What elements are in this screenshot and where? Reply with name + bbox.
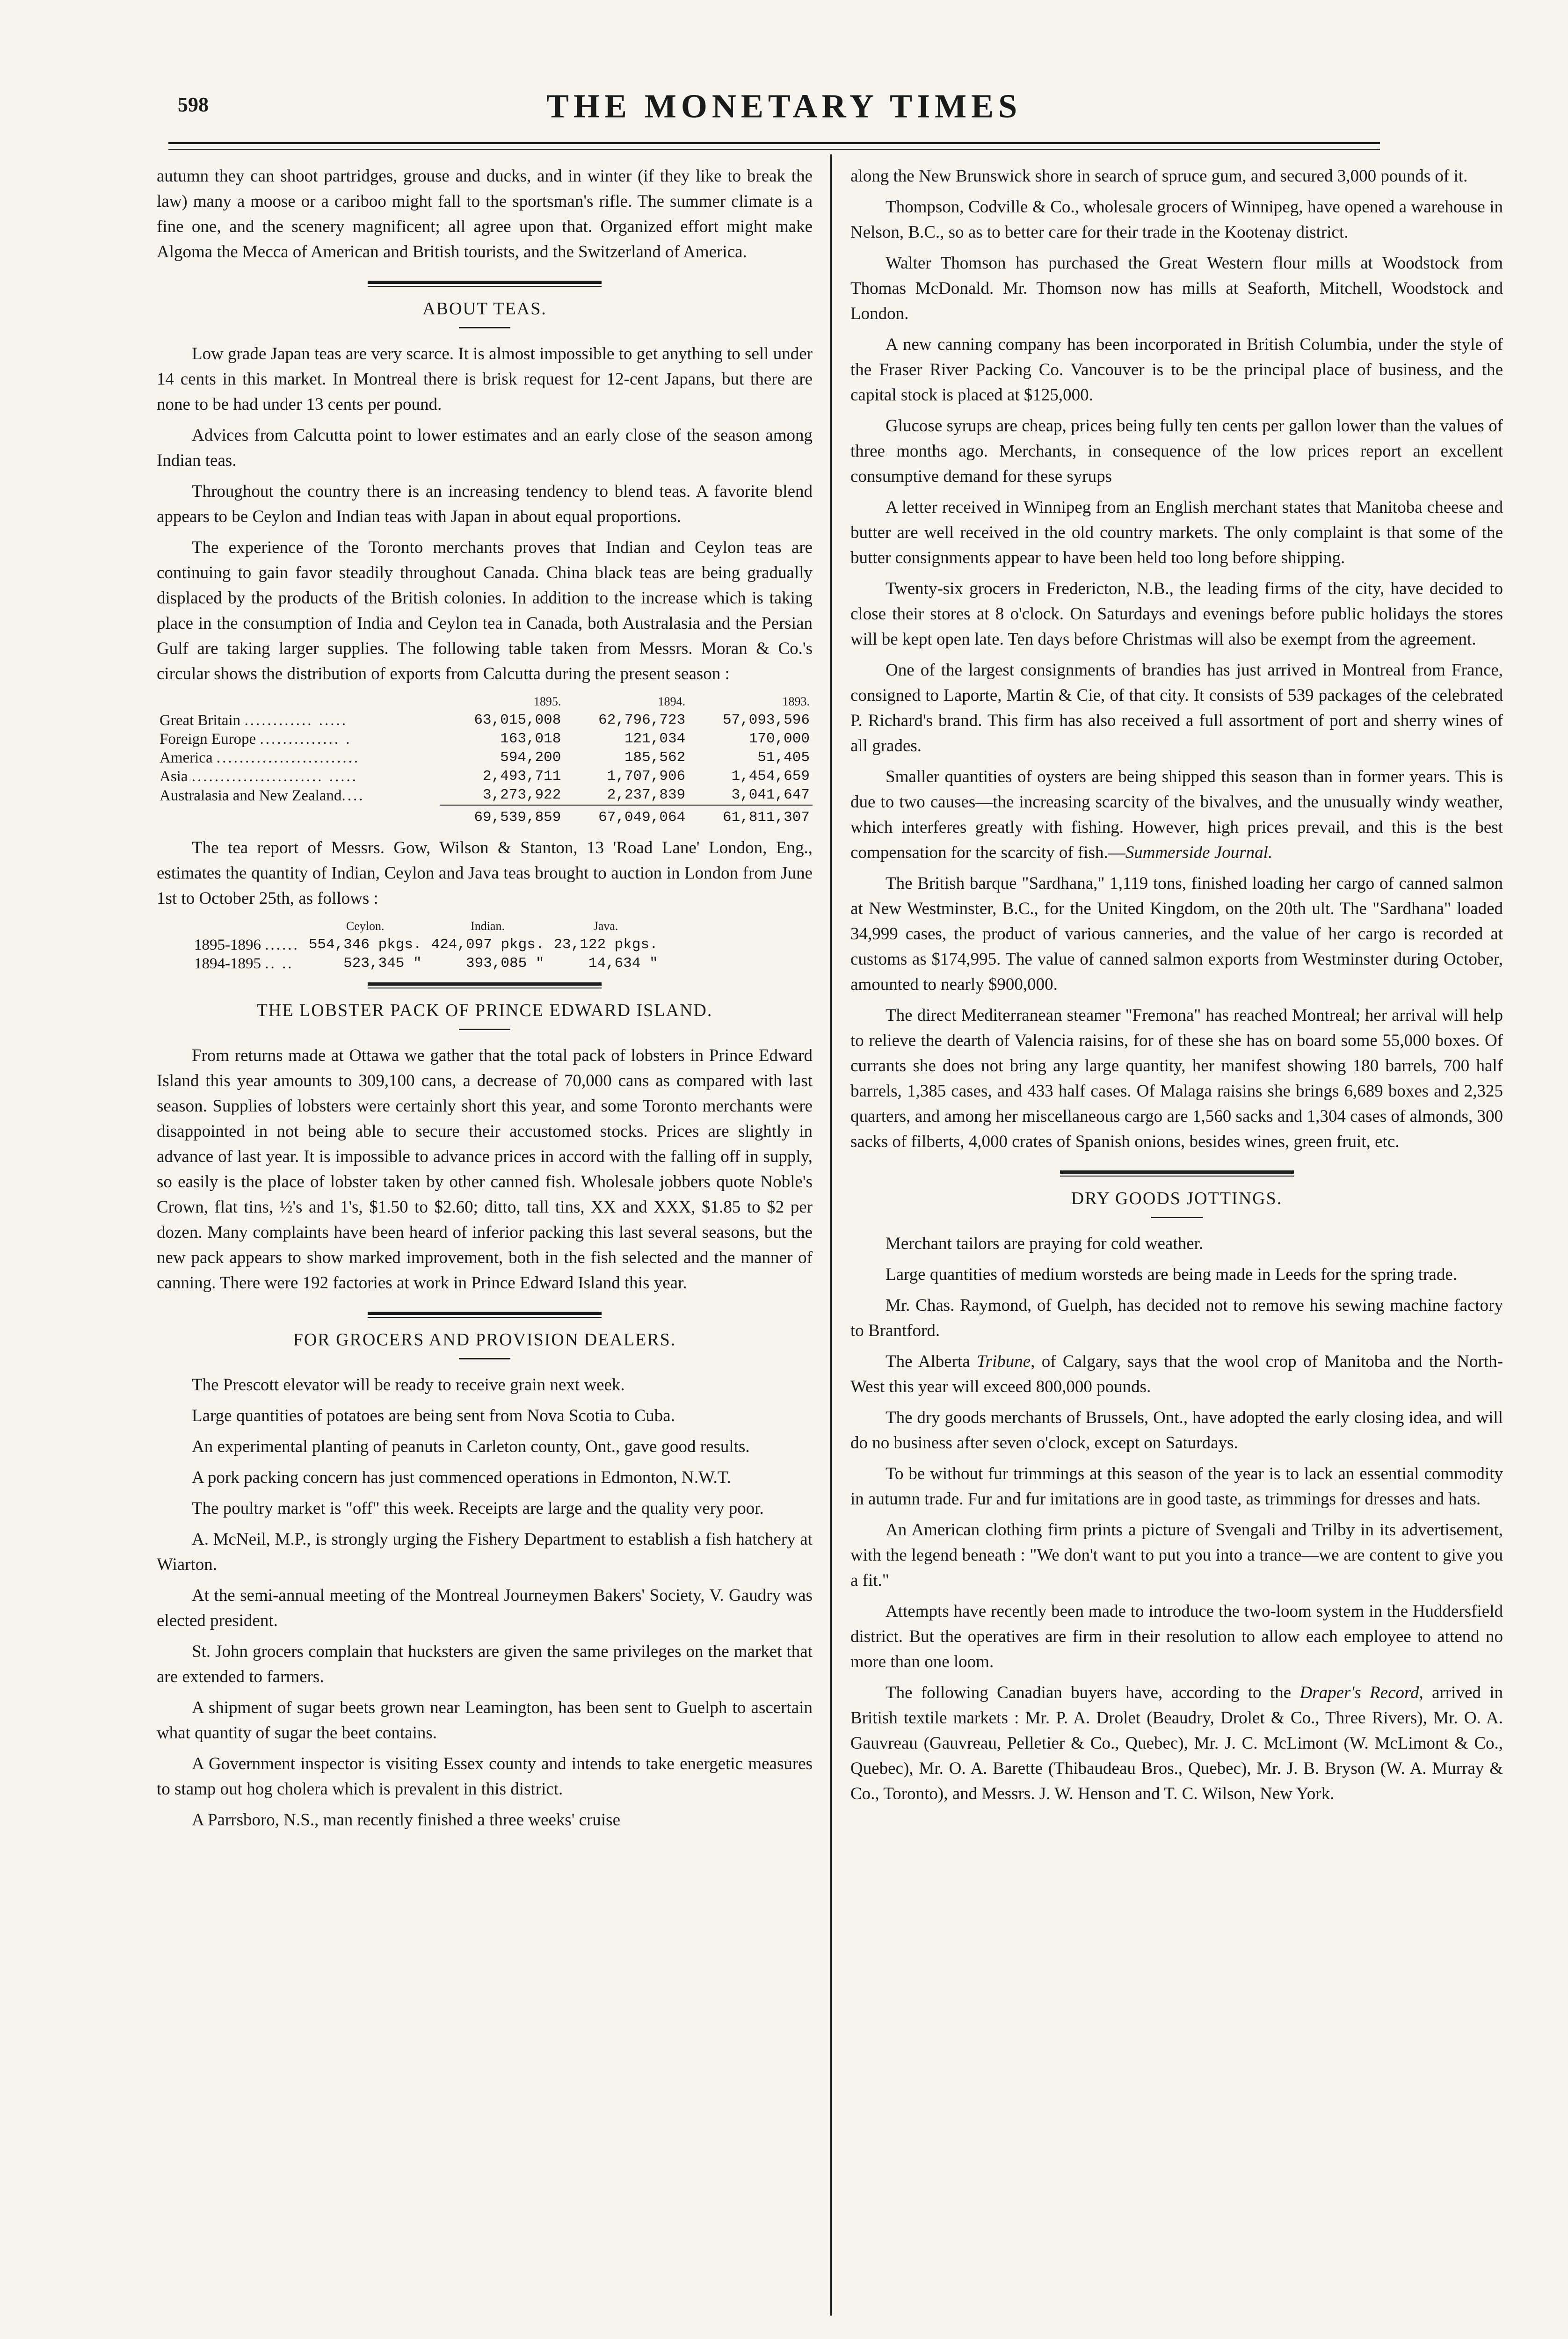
teas-section-heading [157,281,813,328]
year-header: 1895. [533,695,561,708]
table-header-row [189,917,663,936]
news-item: Mr. Chas. Raymond, of Guelph, has decided not to remove his sewing machine factory to Brantford. [850,1296,1503,1340]
dot-leader: .. .. [265,955,294,972]
year-header: 1893. [782,695,810,708]
table-cell: 594,200 [500,749,561,766]
table-cell: 163,018 [500,731,561,747]
news-item: A letter received in Winnipeg from an English merchant states that Manitoba cheese and butter are well received in the old country markets. The only complaint is that some of the butter consignments appear to have been held too long before shipping. [850,498,1503,567]
dot-leader: ...... [265,937,299,953]
dry-goods-heading: DRY GOODS JOTTINGS. [1071,1189,1283,1208]
heading-rule-thin [1060,1176,1294,1177]
teas-paragraph: Low grade Japan teas are very scarce. It is almost impossible to get anything to sell under 14 cents in this market. In Montreal there is brisk request for 12-cent Japans, but there are none to be had under 13 cents per pound. [157,344,813,414]
publication-name: Draper's Record [1299,1683,1419,1702]
news-item: Large quantities of medium worsteds are being made in Leeds for the spring trade. [886,1265,1457,1284]
table-cell: 121,034 [624,731,686,747]
heading-short-rule [1151,1217,1203,1218]
heading-short-rule [459,1358,510,1359]
teas-heading: ABOUT TEAS. [422,299,547,319]
table-cell: 2,493,711 [482,768,561,785]
news-item: Thompson, Codville & Co., wholesale grocers of Winnipeg, have opened a warehouse in Nelson, B.C., so as to better care for their trade in the Kootenay district. [850,197,1503,242]
news-item: The dry goods merchants of Brussels, Ont., have adopted the early closing idea, and will do no business after seven o'clock, except on Saturdays. [850,1408,1503,1453]
table-cell: 1,454,659 [731,768,810,785]
london-auction-table [189,917,663,973]
news-item: A. McNeil, M.P., is strongly urging the Fishery Department to establish a fish hatchery at Wiarton. [157,1530,813,1574]
news-item [850,1680,1503,1807]
table-cell: 554,346 pkgs. [308,937,422,953]
table-cell: 185,562 [624,749,686,766]
table-cell: 523,345 " [343,955,422,972]
year-header: 1894. [658,695,686,708]
news-item: Large quantities of potatoes are being sent from Nova Scotia to Cuba. [192,1406,675,1425]
table-cell: 62,796,723 [598,712,686,728]
page-number: 598 [178,93,209,116]
column-divider [830,154,832,2316]
column-header: Indian. [471,919,505,933]
lobster-heading: THE LOBSTER PACK OF PRINCE EDWARD ISLAND. [256,1001,713,1020]
dot-leader: ......................... [216,749,360,766]
heading-rule-thin [368,286,602,287]
news-item: Glucose syrups are cheap, prices being fully ten cents per gallon lower than the values of three months ago. Merchants, in consequence of the low prices report an excellent consumptive demand for these syrups [850,416,1503,486]
news-item: Twenty-six grocers in Fredericton, N.B., the leading firms of the city, have decided to close their stores at 8 o'clock. On Saturdays and evenings before public holidays the stores will be kept open late. Ten days before Christmas will also be exempt from the agreement. [850,579,1503,649]
column-header: Ceylon. [346,919,385,933]
table-cell: 393,085 " [466,955,544,972]
news-item-continued: along the New Brunswick shore in search of spruce gum, and secured 3,000 pounds of it. [850,167,1468,186]
table-cell: 1,707,906 [607,768,686,785]
news-item: One of the largest consignments of brandies has just arrived in Montreal from France, consigned to Laporte, Martin & Cie, of that city. It consists of 539 packages of the celebrated P. Richard's brand. This firm has also received a full assortment of port and sherry wines of all grades. [850,661,1503,755]
row-label: Foreign Europe [160,731,256,748]
news-item: An American clothing firm prints a picture of Svengali and Trilby in its advertisement, with the legend beneath : "We don't want to put you into a trance—we are content to give you a fit." [850,1520,1503,1590]
news-item: At the semi-annual meeting of the Montreal Journeymen Bakers' Society, V. Gaudry was elected president. [157,1586,813,1630]
tribune-text: The Alberta [886,1352,977,1371]
row-label: 1894-1895 [194,955,261,972]
row-label: America [160,749,213,766]
row-label: 1895-1896 [194,937,261,953]
teas-paragraph: Advices from Calcutta point to lower estimates and an early close of the season among Indian teas. [157,426,813,470]
table-cell: 3,041,647 [731,787,810,803]
table-cell: 170,000 [748,731,810,747]
news-item: Attempts have recently been made to introduce the two-loom system in the Huddersfield district. But the operatives are firm in their resolution to allow each employee to attend no more than one loom. [850,1602,1503,1671]
right-column [850,164,1503,1812]
table-cell: 424,097 pkgs. [431,937,544,953]
news-item: A Parrsboro, N.S., man recently finished a three weeks' cruise [192,1810,620,1830]
table-total-row [157,805,813,827]
table-cell: 23,122 pkgs. [553,937,658,953]
table-row [157,711,813,730]
news-item: A new canning company has been incorporated in British Columbia, under the style of the Fraser River Packing Co. Vancouver is to be the principal place of business, and the capital stock is placed at $125,000. [850,335,1503,405]
row-label: Great Britain [160,712,241,729]
dot-leader: ....................... ..... [191,768,358,785]
table-cell: 63,015,008 [474,712,561,728]
news-item: A shipment of sugar beets grown near Leamington, has been sent to Guelph to ascertain what quantity of sugar the beet contains. [157,1698,813,1743]
news-item: The Prescott elevator will be ready to receive grain next week. [192,1375,625,1395]
dot-leader: .............. . [260,731,352,748]
news-item: Merchant tailors are praying for cold weather. [886,1234,1204,1253]
news-item: A pork packing concern has just commenced operations in Edmonton, N.W.T. [192,1468,731,1487]
heading-rule [368,281,602,284]
oysters-text: Smaller quantities of oysters are being shipped this season than in former years. This is due to two causes—the increasing scarcity of the bivalves, and the unusually windy weather, which interferes greatly with fishing. However, high prices prevail, and this is the best compensation for the scarcity of fish.— [850,767,1503,862]
news-item [850,1349,1503,1400]
table-row [157,730,813,748]
news-item [850,764,1503,865]
table-cell: 14,634 " [588,955,658,972]
dry-goods-section-heading [850,1170,1503,1218]
teas-paragraph: The experience of the Toronto merchants proves that Indian and Ceylon teas are continuing to gain favor steadily throughout Canada. China black teas are being gradually displaced by the products of the British colonies. In addition to the increase which is taking place in the consumption of India and Ceylon tea in Canada, both Australasia and the Persian Gulf are taking larger supplies. The following table taken from Messrs. Moran & Co.'s circular shows the distribution of exports from Calcutta during the present season : [157,538,813,683]
table-cell: 57,093,596 [722,712,810,728]
table-header-row [157,692,813,711]
table-cell: 51,405 [757,749,810,766]
row-label: Asia [160,768,188,785]
news-item: The direct Mediterranean steamer "Fremona" has reached Montreal; her arrival will help to relieve the dearth of Valencia raisins, for of these she has on board some 55,000 boxes. Of currants she does not bring any large quantity, her manifest showing 180 barrels, 700 half barrels, 1,385 cases, and 433 half cases. Of Malaga raisins she brings 6,689 boxes and 2,325 quarters, and among her miscellaneous cargo are 1,560 sacks and 1,304 cases of almonds, 300 sacks of filberts, 4,000 crates of Spanish onions, besides wines, green fruit, etc. [850,1006,1503,1151]
news-item: A Government inspector is visiting Essex county and intends to take energetic measures to stamp out hog cholera which is prevalent in this district. [157,1754,813,1799]
teas-paragraph: The tea report of Messrs. Gow, Wilson & Stanton, 13 'Road Lane' London, Eng., estimates the quantity of Indian, Ceylon and Java teas brought to auction in London from June 1st to October 25th, as follows : [157,838,813,908]
header-rule [168,142,1380,144]
news-item: Walter Thomson has purchased the Great Western flour mills at Woodstock from Thomas McDonald. Mr. Thomson now has mills at Seaforth, Mitchell, Woodstock and London. [850,254,1503,323]
table-row [189,936,663,954]
heading-rule [1060,1170,1294,1174]
total-cell: 69,539,859 [440,805,564,827]
column-header: Java. [593,919,618,933]
algoma-paragraph: autumn they can shoot partridges, grouse and ducks, and in winter (if they like to break the law) many a moose or a cariboo might fall to the sportsman's rifle. The summer climate is a fine one, and the scenery magnificent; all agree upon that. Organized effort might make Algoma the Mecca of American and British tourists, and the Switzerland of America. [157,167,813,262]
lobster-paragraph: From returns made at Ottawa we gather that the total pack of lobsters in Prince Edward Island this year amounts to 309,100 cans, a decrease of 70,000 cans as compared with last season. Supplies of lobsters were certainly short this year, and some Toronto merchants were disappointed in not being able to secure their accustomed stocks. Prices are slightly in advance of last year. It is impossible to advance prices in accord with the falling off in supply, so easily is the place of lobster taken by other canned fish. Wholesale jobbers quote Noble's Crown, flat tins, ½'s and 1's, $1.50 to $2.60; ditto, tall tins, XX and XXX, $1.85 to $2 per dozen. Many complaints have been heard of inferior packing this last several seasons, but the new pack appears to show marked improvement, both in the fish selected and the manner of canning. There were 192 factories at work in Prince Edward Island this year. [157,1046,813,1293]
table-cell: 3,273,922 [482,787,561,803]
news-item: The poultry market is "off" this week. Receipts are large and the quality very poor. [192,1499,764,1518]
heading-rule [368,1312,602,1315]
table-row [157,786,813,805]
news-item: To be without fur trimmings at this season of the year is to lack an essential commodity in autumn trade. Fur and fur imitations are in good taste, as trimmings for dresses and hats. [850,1464,1503,1509]
grocers-section-heading [157,1312,813,1359]
total-cell: 61,811,307 [688,805,813,827]
newspaper-name: Tribune [977,1352,1031,1371]
grocers-heading: FOR GROCERS AND PROVISION DEALERS. [293,1330,676,1350]
table-row [157,748,813,767]
calcutta-exports-table [157,692,813,827]
lobster-section-heading [157,982,813,1030]
row-label: Australasia and New Zealand [160,787,342,804]
heading-rule-thin [368,1317,602,1318]
news-item: An experimental planting of peanuts in Carleton county, Ont., gave good results. [192,1437,750,1456]
news-item: The British barque "Sardhana," 1,119 tons, finished loading her cargo of canned salmon at New Westminster, B.C., for the United Kingdom, on the 20th ult. The "Sardhana" loaded 34,999 cases, the product of various canneries, and the value of her cargo is recorded at customs as $174,995. The value of canned salmon exports from Westminster during October, amounted to nearly $900,000. [850,874,1503,994]
left-column [157,164,813,1838]
drapers-text: The following Canadian buyers have, according to the [886,1683,1300,1702]
heading-short-rule [459,327,510,328]
tribune-text: , of Calgary, says that the wool crop of Manitoba and the North-West this year will exceed 800,000 pounds. [850,1352,1503,1396]
header-rule-thin [168,149,1380,150]
masthead-title: THE MONETARY TIMES [546,87,1022,125]
heading-rule [368,982,602,986]
heading-short-rule [459,1029,510,1030]
table-row [189,954,663,973]
teas-paragraph: Throughout the country there is an increasing tendency to blend teas. A favorite blend appears to be Ceylon and Indian teas with Japan in about equal proportions. [157,482,813,526]
news-item: St. John grocers complain that hucksters are given the same privileges on the market that are extended to farmers. [157,1642,813,1686]
source-citation: Summerside Journal. [1125,843,1273,862]
dot-leader: ............ ..... [244,712,348,729]
table-cell: 2,237,839 [607,787,686,803]
dot-leader: .... [341,787,365,804]
total-cell: 67,049,064 [564,805,688,827]
drapers-text: , arrived in British textile markets : Mr. P. A. Drolet (Beaudry, Drolet & Co., Three Rivers), Mr. O. A. Gauvreau (Gauvreau, Pelletier & Co., Quebec), Mr. J. C. McLimont (W. McLimont & Co., Quebec), Mr. O. A. Barette (Thibaudeau Bros., Quebec), Mr. J. B. Bryson (W. A. Murray & Co., Toronto), and Messrs. J. W. Henson and T. C. Wilson, New York. [850,1683,1503,1803]
table-row [157,767,813,786]
